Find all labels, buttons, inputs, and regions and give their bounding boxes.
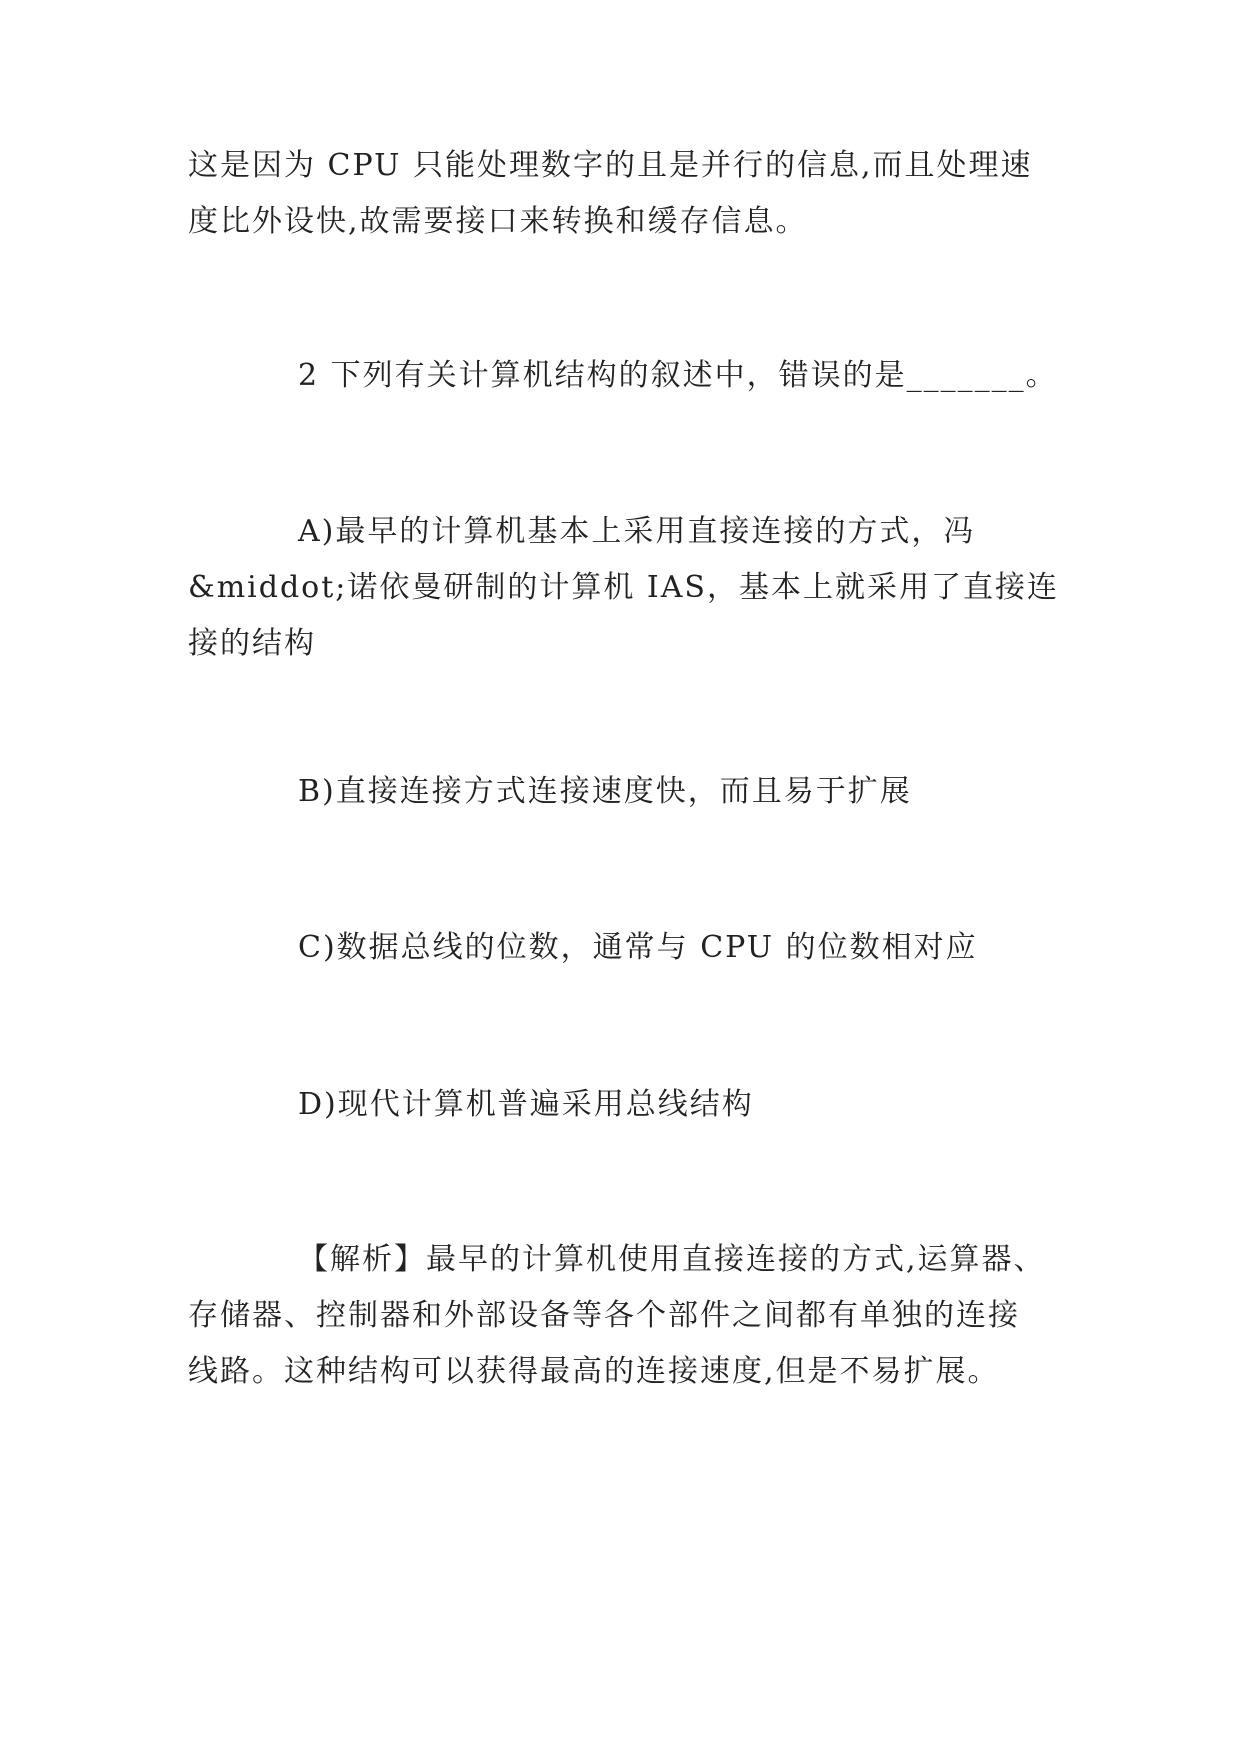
question-2 bbox=[188, 348, 1058, 404]
option-d bbox=[188, 1077, 1054, 1133]
option-a-line: A)最早的计算机基本上采用直接连接的方式，冯 bbox=[298, 514, 976, 549]
analysis-line: 存储器、控制器和外部设备等各个部件之间都有单独的连接 bbox=[188, 1298, 1020, 1333]
option-c bbox=[188, 920, 1054, 976]
analysis-line: 线路。这种结构可以获得最高的连接速度,但是不易扩展。 bbox=[188, 1354, 1000, 1389]
option-a-line: &middot;诺依曼研制的计算机 IAS，基本上就采用了直接连 bbox=[188, 570, 1059, 605]
analysis-line: 【解析】最早的计算机使用直接连接的方式,运算器、 bbox=[298, 1242, 1046, 1277]
option-b-text: B)直接连接方式连接速度快，而且易于扩展 bbox=[298, 774, 912, 809]
option-b bbox=[188, 764, 1054, 820]
analysis-paragraph bbox=[188, 1232, 1054, 1400]
option-a-line: 接的结构 bbox=[188, 626, 316, 661]
paragraph-line: 这是因为 CPU 只能处理数字的且是并行的信息,而且处理速 bbox=[188, 148, 1033, 183]
question-text: 2 下列有关计算机结构的叙述中，错误的是_______。 bbox=[298, 358, 1058, 393]
option-a bbox=[188, 504, 1059, 672]
option-c-text: C)数据总线的位数，通常与 CPU 的位数相对应 bbox=[298, 930, 978, 965]
paragraph-interface-explanation bbox=[188, 138, 1054, 250]
option-d-text: D)现代计算机普遍采用总线结构 bbox=[298, 1087, 754, 1122]
paragraph-line: 度比外设快,故需要接口来转换和缓存信息。 bbox=[188, 204, 808, 239]
